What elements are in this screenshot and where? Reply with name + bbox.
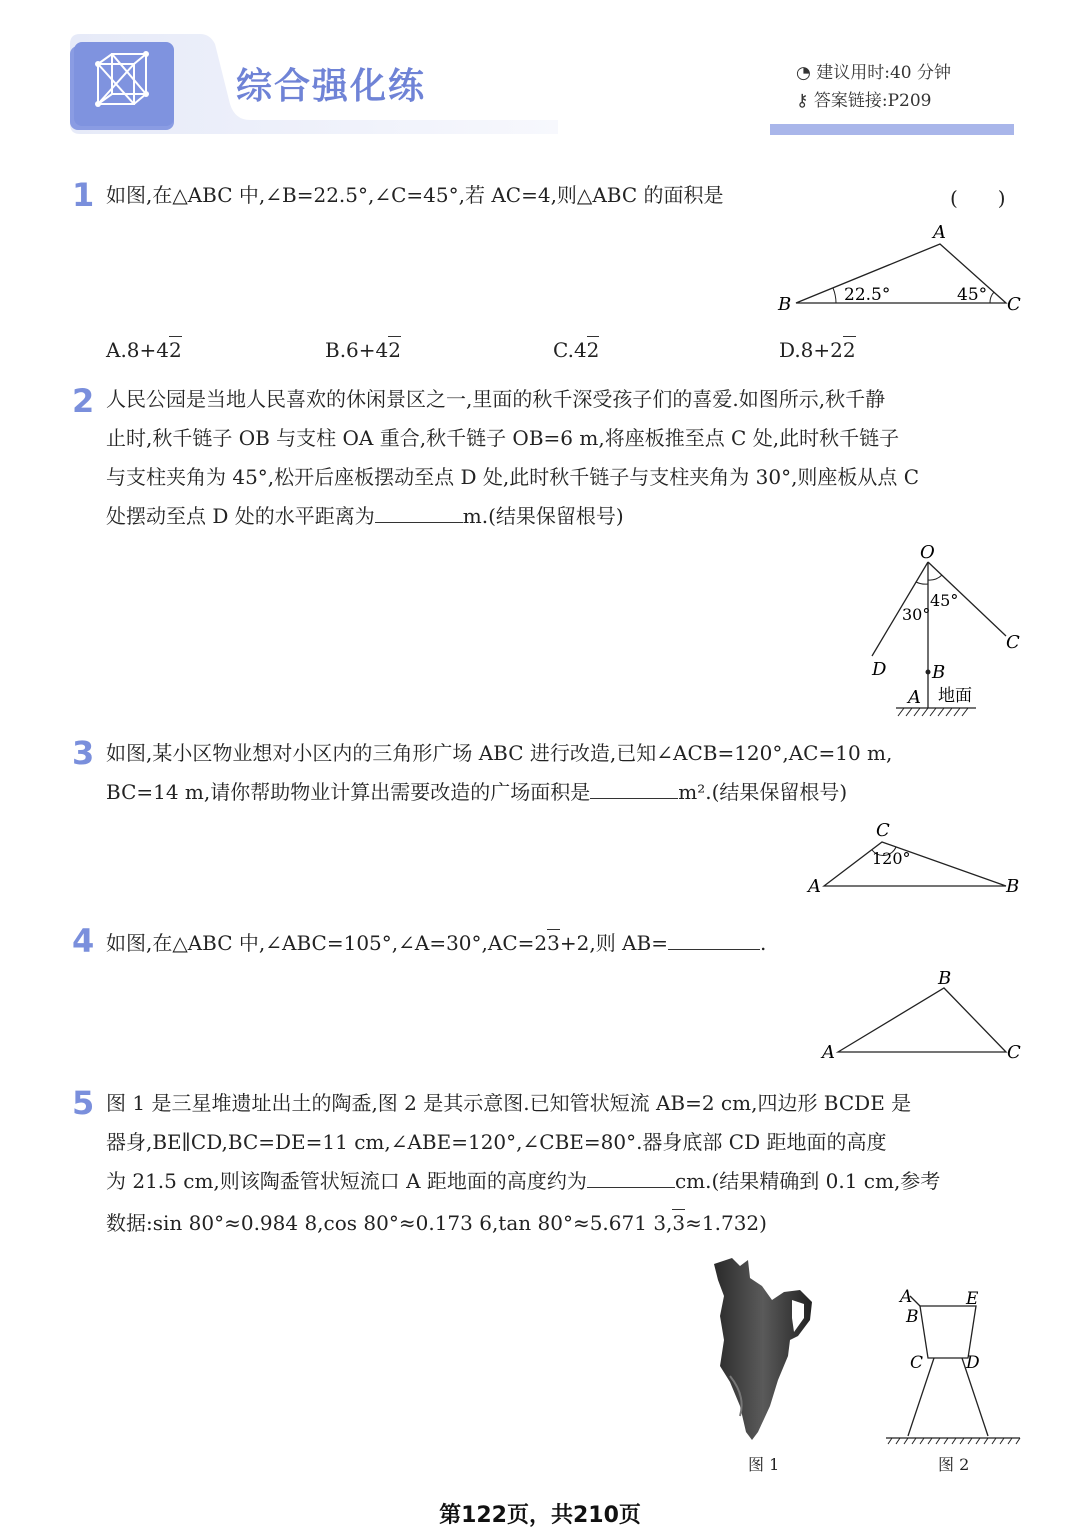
question-number-2: 2 bbox=[72, 382, 95, 420]
q3-answer-blank[interactable] bbox=[590, 780, 678, 799]
q2-ground-label: 地面 bbox=[938, 686, 972, 706]
answer-link-label: 答案链接:P209 bbox=[813, 91, 932, 111]
page-counter: 第122页，共210页 bbox=[439, 1503, 641, 1528]
q5-line-3: 为 21.5 cm,则该陶盉管状短流口 A 距地面的高度约为 cm.(结果精确到 0.1 cm,参考 bbox=[106, 1169, 941, 1193]
q4-answer-blank[interactable] bbox=[668, 931, 760, 950]
q5-label-a: A bbox=[900, 1287, 913, 1307]
q2-line-2: 止时,秋千链子 OB 与支柱 OA 重合,秋千链子 OB=6 m,将座板推至点 C 处,此时秋千链子 bbox=[106, 426, 900, 450]
q2-label-c: C bbox=[1006, 632, 1020, 653]
q4-text: 如图,在△ABC 中,∠ABC=105°,∠A=30°,AC=23+2,则 AB= . bbox=[106, 931, 767, 955]
q2-line-1: 人民公园是当地人民喜欢的休闲景区之一,里面的秋千深受孩子们的喜爱.如图所示,秋千静 bbox=[106, 387, 886, 411]
q2-swing-figure bbox=[860, 540, 1040, 718]
q1-option-c: C.42 bbox=[553, 338, 600, 362]
q1-text: 如图,在△ABC 中,∠B=22.5°,∠C=45°,若 AC=4,则△ABC 的面积是 bbox=[106, 183, 724, 207]
q5-line-1: 图 1 是三星堆遗址出土的陶盉,图 2 是其示意图.已知管状短流 AB=2 cm,四边形 BCDE 是 bbox=[106, 1091, 912, 1115]
q5-label-c: C bbox=[910, 1353, 924, 1373]
q3-angle: 120° bbox=[872, 849, 911, 868]
page-title: 综合强化练 bbox=[236, 66, 427, 107]
question-number-3: 3 bbox=[72, 734, 95, 772]
key-icon: ⚷ bbox=[796, 91, 809, 111]
q3-line-2: BC=14 m,请你帮助物业计算出需要改造的广场面积是 m².(结果保留根号) bbox=[106, 780, 848, 804]
q3-label-b: B bbox=[1006, 876, 1020, 897]
q1-option-a: A.8+42 bbox=[106, 338, 182, 362]
q5-line-4: 数据:sin 80°≈0.984 8,cos 80°≈0.173 6,tan 80°≈5.671 3,3≈1.732) bbox=[106, 1211, 767, 1235]
q5-line-2: 器身,BE∥CD,BC=DE=11 cm,∠ABE=120°,∠CBE=80°.器身底部 CD 距地面的高度 bbox=[106, 1130, 887, 1154]
q2-line-4: 处摆动至点 D 处的水平距离为 m.(结果保留根号) bbox=[106, 504, 624, 528]
q1-triangle-figure bbox=[770, 220, 1030, 320]
q2-angle-30: 30° bbox=[902, 605, 931, 624]
q1-angle-c: 45° bbox=[957, 285, 988, 305]
question-number-1: 1 bbox=[72, 176, 95, 214]
q3-triangle-figure bbox=[800, 816, 1030, 900]
q4-label-c: C bbox=[1007, 1042, 1021, 1063]
figure-1-caption: 图 1 bbox=[748, 1455, 780, 1474]
q2-label-a: A bbox=[908, 687, 921, 708]
q1-answer-paren: ( ) bbox=[950, 186, 1006, 210]
question-number-4: 4 bbox=[72, 922, 95, 960]
q2-line-3: 与支柱夹角为 45°,松开后座板摆动至点 D 处,此时秋千链子与支柱夹角为 30°,则座板从点 C bbox=[106, 465, 920, 489]
q5-label-e: E bbox=[966, 1289, 979, 1309]
stopwatch-icon: ◔ bbox=[796, 63, 811, 83]
q1-label-c: C bbox=[1007, 294, 1021, 315]
q3-label-a: A bbox=[808, 876, 821, 897]
q2-label-d: D bbox=[872, 659, 887, 680]
header-accent-bar bbox=[770, 124, 1014, 135]
q5-label-d: D bbox=[966, 1353, 980, 1373]
q4-triangle-figure bbox=[810, 966, 1030, 1066]
q4-label-b: B bbox=[938, 968, 952, 989]
q5-schematic-figure bbox=[880, 1280, 1030, 1450]
q2-angle-45: 45° bbox=[930, 591, 959, 610]
suggested-time-label: 建议用时:40 分钟 bbox=[816, 63, 952, 83]
answer-link bbox=[796, 86, 931, 111]
q1-label-a: A bbox=[933, 222, 946, 243]
q1-option-b: B.6+42 bbox=[325, 338, 401, 362]
suggested-time bbox=[796, 58, 951, 83]
q2-label-o: O bbox=[920, 542, 935, 563]
q5-label-b: B bbox=[906, 1307, 919, 1327]
q3-label-c: C bbox=[876, 820, 890, 841]
q4-label-a: A bbox=[822, 1042, 835, 1063]
q5-answer-blank[interactable] bbox=[587, 1169, 675, 1188]
q1-option-d: D.8+22 bbox=[779, 338, 856, 362]
pottery-photo bbox=[700, 1256, 820, 1442]
q1-label-b: B bbox=[778, 294, 792, 315]
q3-line-1: 如图,某小区物业想对小区内的三角形广场 ABC 进行改造,已知∠ACB=120°,AC=10 m, bbox=[106, 741, 893, 765]
geometry-cube-icon bbox=[92, 50, 152, 116]
q2-label-b: B bbox=[932, 662, 946, 683]
q2-answer-blank[interactable] bbox=[375, 504, 463, 523]
figure-2-caption: 图 2 bbox=[938, 1455, 970, 1474]
question-number-5: 5 bbox=[72, 1084, 95, 1122]
q1-angle-b: 22.5° bbox=[844, 285, 891, 305]
